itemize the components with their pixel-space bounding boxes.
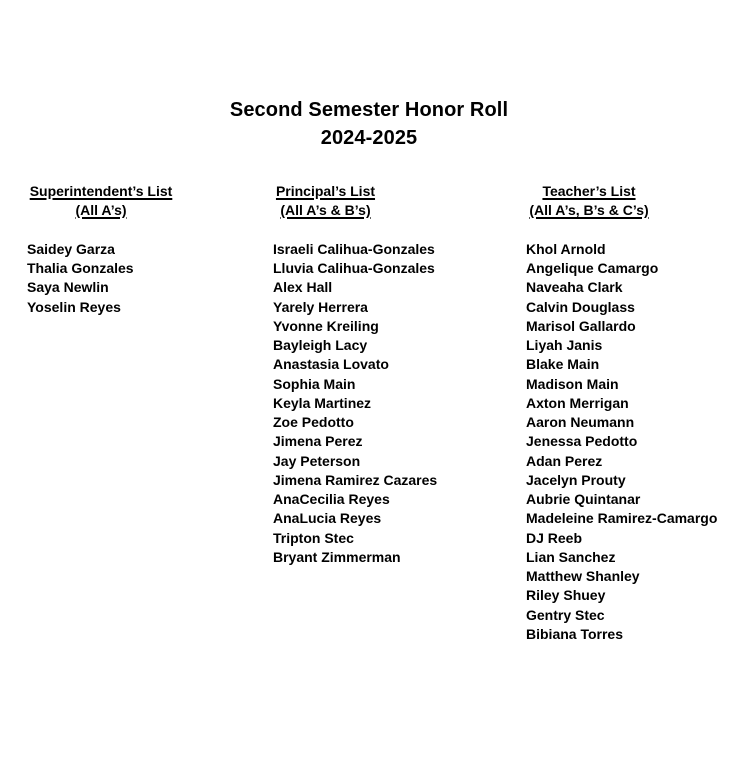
principals-list-column [273, 182, 438, 567]
student-name: Calvin Douglass [526, 298, 635, 315]
student-name: Aubrie Quintanar [526, 491, 641, 507]
student-name: Aaron Neumann [526, 414, 635, 430]
principals-list-header: Principal’s List [275, 183, 376, 199]
student-name: Tripton Stec [273, 529, 354, 546]
principals-list-subheader: (All A’s & B’s) [280, 202, 371, 219]
superintendents-list-names [27, 240, 175, 317]
student-name: Jimena Perez [273, 433, 363, 450]
student-name: Matthew Shanley [526, 568, 640, 584]
column-spacer [27, 221, 175, 240]
student-name: Marisol Gallardo [526, 317, 636, 334]
student-name: Naveaha Clark [526, 279, 623, 296]
teachers-list-column [526, 182, 718, 644]
student-name: Bayleigh Lacy [273, 337, 368, 353]
student-name: Alex Hall [273, 279, 333, 296]
superintendents-list-column [27, 182, 175, 317]
student-name: Khol Arnold [526, 240, 606, 257]
student-name: Zoe Pedotto [273, 414, 354, 430]
student-name: Madison Main [526, 375, 619, 392]
teachers-list-subheader: (All A’s, B’s & C’s) [529, 202, 649, 219]
student-name: AnaCecilia Reyes [273, 491, 390, 507]
student-name: Jenessa Pedotto [526, 433, 638, 450]
student-name: Saidey Garza [27, 240, 115, 257]
student-name: Blake Main [526, 356, 600, 373]
student-name: Saya Newlin [27, 279, 109, 296]
teachers-list-header: Teacher’s List [542, 183, 636, 199]
column-spacer [526, 221, 652, 240]
page-title-line1: Second Semester Honor Roll [229, 99, 509, 121]
student-name: Sophia Main [273, 375, 356, 392]
student-name: Anastasia Lovato [273, 356, 389, 373]
student-name: AnaLucia Reyes [273, 510, 382, 527]
teachers-list-names [526, 240, 718, 644]
student-name: Thalia Gonzales [27, 260, 134, 276]
student-name: Yarely Herrera [273, 298, 368, 315]
student-name: Jay Peterson [273, 452, 361, 469]
student-name: Adan Perez [526, 452, 603, 469]
page-title [0, 96, 738, 153]
student-name: Bryant Zimmerman [273, 548, 401, 565]
student-name: Gentry Stec [526, 606, 605, 623]
student-name: Lian Sanchez [526, 548, 616, 565]
student-name: Israeli Calihua-Gonzales [273, 240, 435, 257]
principals-list-names [273, 240, 438, 567]
student-name: Lluvia Calihua-Gonzales [273, 260, 435, 276]
student-name: Bibiana Torres [526, 625, 623, 642]
superintendents-list-subheader: (All A’s) [75, 202, 127, 219]
student-name: Yoselin Reyes [27, 298, 121, 315]
student-name: Jacelyn Prouty [526, 471, 626, 488]
student-name: Axton Merrigan [526, 394, 629, 411]
student-name: Keyla Martinez [273, 394, 372, 411]
student-name: DJ Reeb [526, 529, 583, 546]
student-name: Angelique Camargo [526, 260, 659, 276]
student-name: Madeleine Ramirez-Camargo [526, 510, 718, 527]
student-name: Liyah Janis [526, 337, 603, 353]
student-name: Yvonne Kreiling [273, 317, 379, 334]
superintendents-list-header: Superintendent’s List [29, 183, 173, 199]
student-name: Riley Shuey [526, 587, 606, 604]
student-name: Jimena Ramirez Cazares [273, 471, 438, 488]
column-spacer [273, 221, 378, 240]
page-title-line2: 2024-2025 [320, 127, 418, 150]
